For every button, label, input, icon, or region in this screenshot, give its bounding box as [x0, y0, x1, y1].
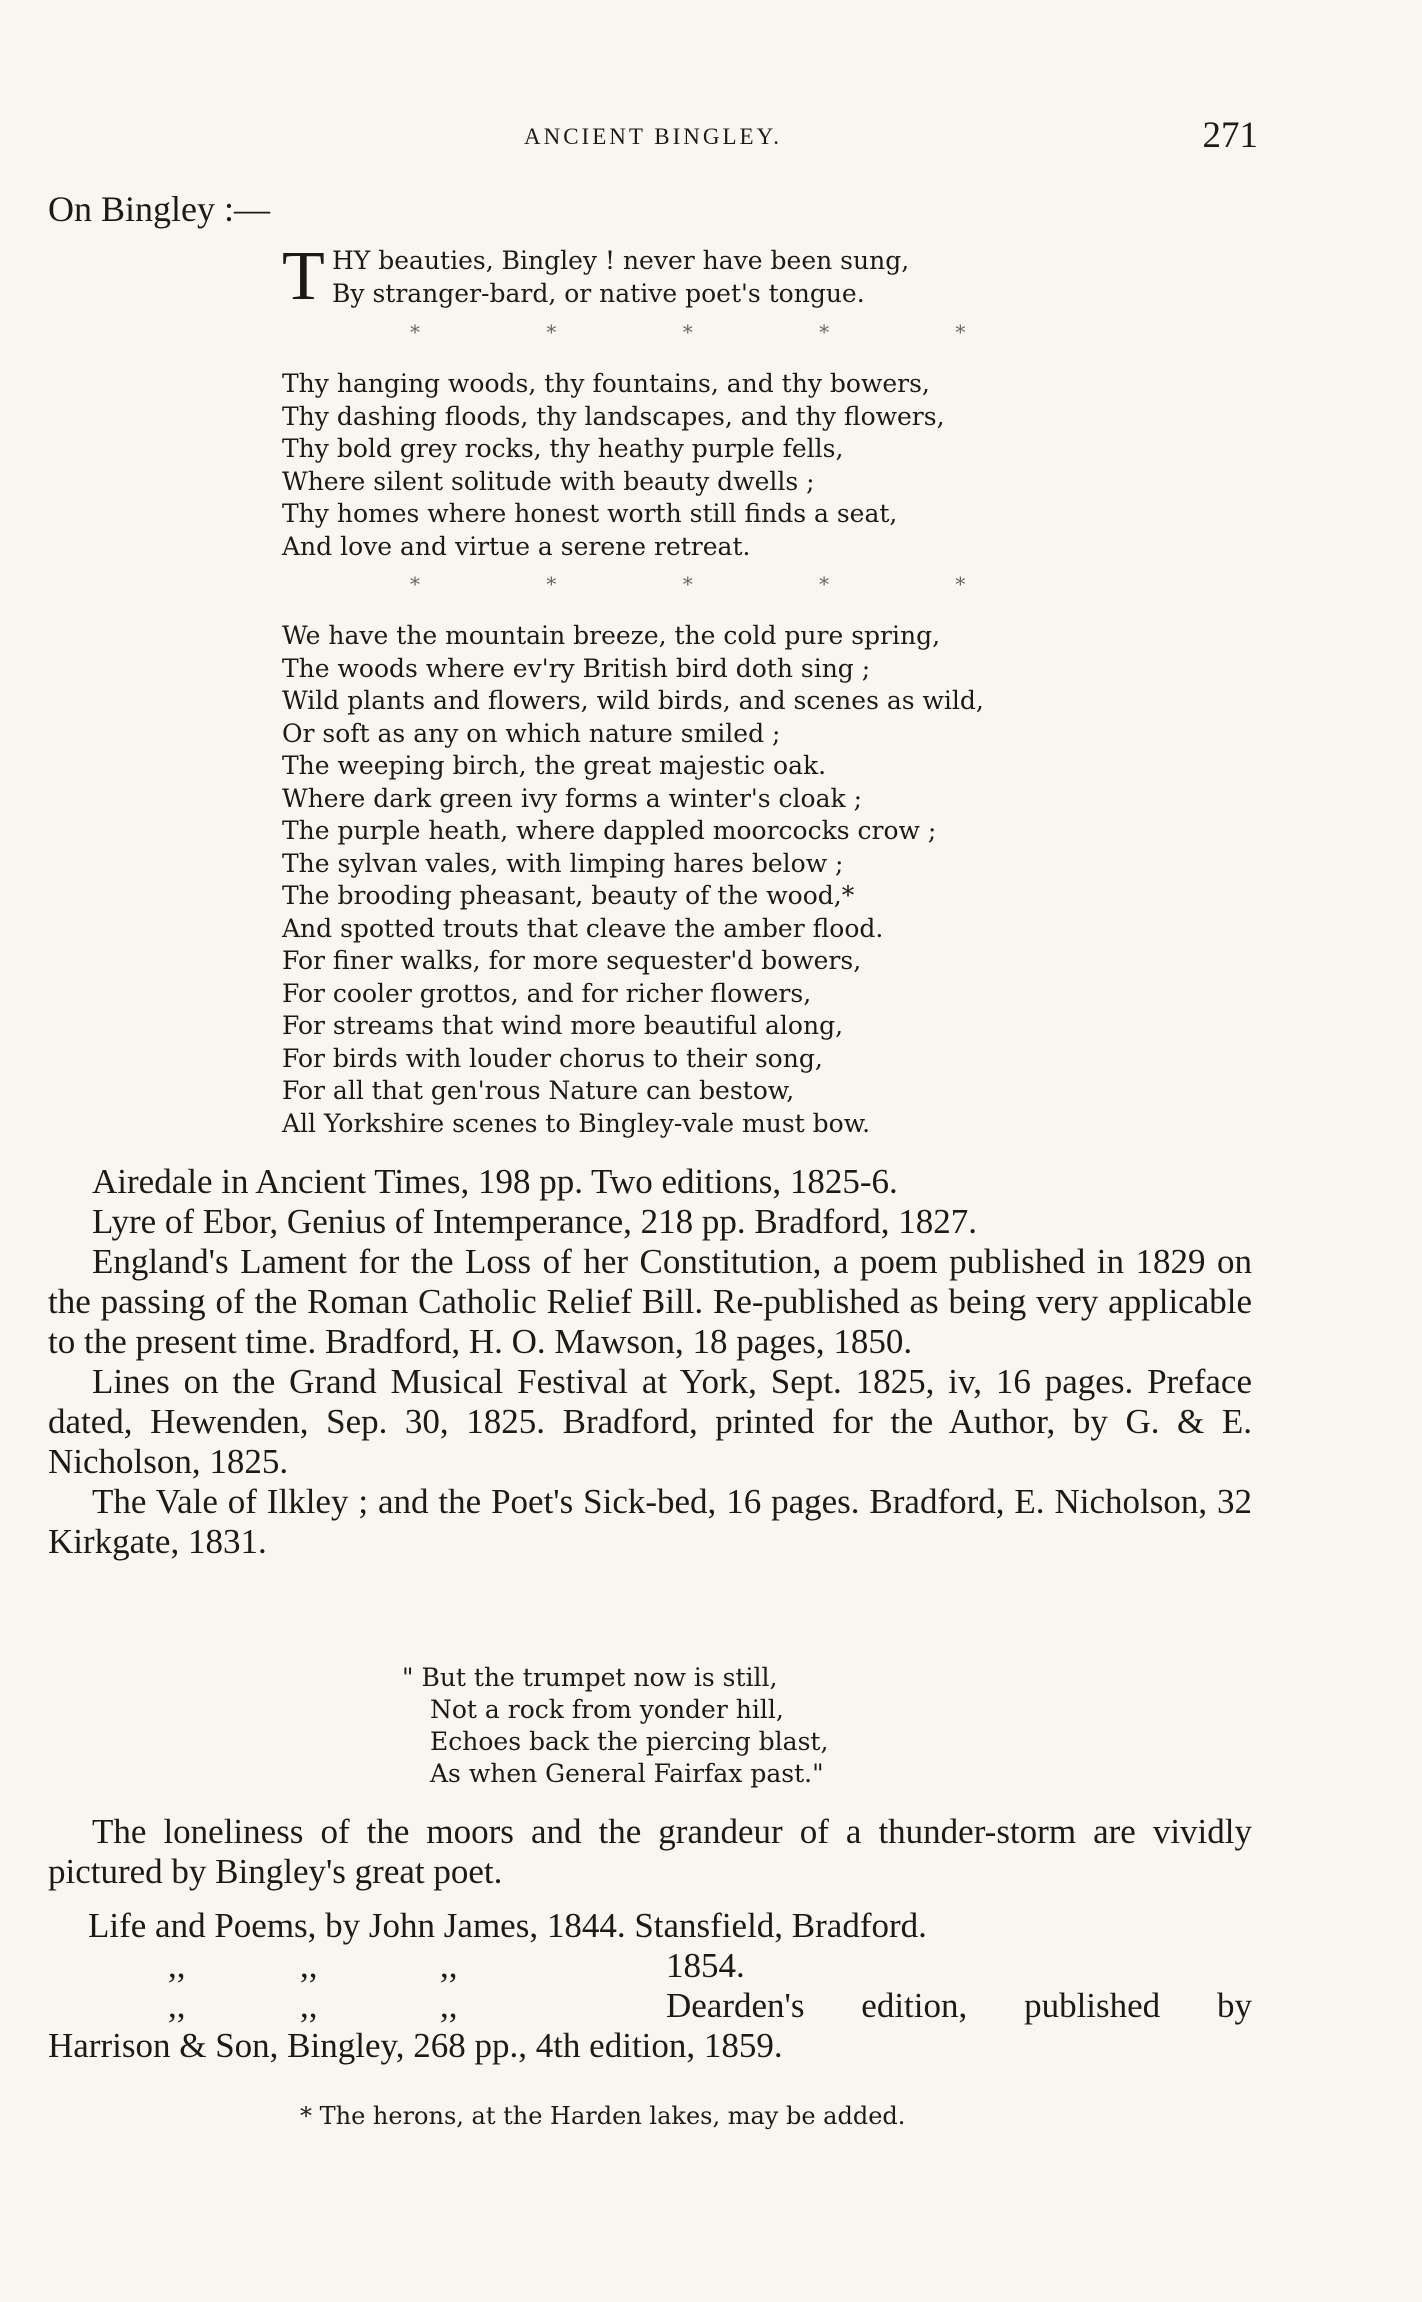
poem-line: The sylvan vales, with limping hares below ; — [282, 848, 844, 878]
life-and-poems-line: Life and Poems, by John James, 1844. Stansfield, Bradford. — [88, 1906, 927, 1945]
ditto-row — [48, 2026, 1252, 2066]
quote-line: As when General Fairfax past." — [430, 1759, 824, 1788]
poem-stanza-3 — [282, 620, 1102, 1140]
bibliography-entry: England's Lament for the Loss of her Constitution, a poem published in 1829 on the passing of the Roman Catholic Relief Bill. Re-published as being very applicable to the present time. Bradford, H. O. Mawson, 18 pages, 1850. — [48, 1242, 1252, 1361]
quoted-verse — [402, 1662, 828, 1790]
poem-line: Wild plants and flowers, wild birds, and scenes as wild, — [282, 686, 984, 715]
running-header — [48, 115, 1258, 160]
asterisk-divider: * * * * * — [410, 572, 1026, 596]
quote-line: " But the trumpet now is still, — [402, 1663, 778, 1692]
bibliography-entry: Airedale in Ancient Times, 198 pp. Two editions, 1825-6. — [92, 1162, 898, 1201]
poem-line: For finer walks, for more sequester'd bowers, — [282, 946, 862, 975]
poem-line: Where dark green ivy forms a winter's cloak ; — [282, 783, 863, 813]
ditto-mark: ,, — [168, 1946, 186, 1985]
bibliography-entry: Lines on the Grand Musical Festival at York, Sept. 1825, iv, 16 pages. Preface dated, Hewenden, Sep. 30, 1825. Bradford, printed for the Author, by G. & E. Nicholson, 1825. — [48, 1362, 1252, 1481]
poem-line: For cooler grottos, and for richer flowers, — [282, 978, 812, 1008]
drop-cap: T — [282, 238, 325, 315]
quote-line: Not a rock from yonder hill, — [430, 1695, 784, 1724]
poem-line: And spotted trouts that cleave the amber flood. — [282, 913, 884, 943]
ditto-row — [48, 1946, 1252, 1986]
poem-line: Thy homes where honest worth still finds a seat, — [282, 499, 898, 528]
ditto-row — [48, 1906, 1252, 1946]
ditto-mark: ,, — [168, 1986, 186, 2025]
ditto-mark: ,, — [440, 1946, 458, 1985]
deardens-edition: Dearden's edition, published by — [666, 1986, 1252, 2025]
year-1854: 1854. — [666, 1946, 745, 1985]
intro-line: On Bingley :— — [48, 189, 270, 229]
poem-line: Thy bold grey rocks, thy heathy purple fells, — [282, 434, 844, 463]
poem-line: For all that gen'rous Nature can bestow, — [282, 1076, 795, 1105]
poem-line: By stranger-bard, or native poet's tongue. — [332, 278, 865, 308]
poem-line: Where silent solitude with beauty dwells ; — [282, 466, 815, 496]
page-number: 271 — [1202, 115, 1258, 156]
poem-line: Thy hanging woods, thy fountains, and thy bowers, — [282, 369, 930, 398]
poem-line: For streams that wind more beautiful along, — [282, 1011, 844, 1040]
footnote: * The herons, at the Harden lakes, may be added. — [300, 2102, 906, 2130]
ditto-mark: ,, — [440, 1986, 458, 2025]
quote-line: Echoes back the piercing blast, — [430, 1727, 829, 1756]
ditto-mark: ,, — [300, 1946, 318, 1985]
bibliography-entry: Lyre of Ebor, Genius of Intemperance, 218 pp. Bradford, 1827. — [92, 1202, 978, 1241]
poem-line: We have the mountain breeze, the cold pure spring, — [282, 621, 941, 650]
ditto-row — [48, 1986, 1252, 2026]
poem-line: Or soft as any on which nature smiled ; — [282, 718, 781, 748]
poem-line: The purple heath, where dappled moorcocks crow ; — [282, 816, 937, 845]
poem-line: And love and virtue a serene retreat. — [282, 531, 751, 561]
poem-line: The woods where ev'ry British bird doth sing ; — [282, 653, 871, 683]
poem-line: The weeping birch, the great majestic oak. — [282, 751, 827, 780]
ditto-mark: ,, — [300, 1986, 318, 2025]
life-and-poems-line: Harrison & Son, Bingley, 268 pp., 4th edition, 1859. — [48, 2026, 783, 2065]
poem-stanza-2 — [282, 368, 1102, 563]
life-and-poems — [48, 1906, 1252, 2066]
bibliography — [48, 1162, 1252, 1562]
poem-line: For birds with louder chorus to their song, — [282, 1043, 823, 1073]
poem-line: HY beauties, Bingley ! never have been sung, — [332, 246, 910, 275]
bibliography-entry: The Vale of Ilkley ; and the Poet's Sick-bed, 16 pages. Bradford, E. Nicholson, 32 Kirkgate, 1831. — [48, 1482, 1252, 1561]
poem-line: Thy dashing floods, thy landscapes, and thy flowers, — [282, 401, 945, 431]
remark-paragraph — [48, 1812, 1252, 1892]
poem-stanza-1 — [282, 238, 1102, 315]
asterisk-divider: * * * * * — [410, 320, 1026, 344]
remark-text: The loneliness of the moors and the grandeur of a thunder-storm are vividly pictured by Bingley's great poet. — [48, 1812, 1252, 1891]
poem-line: All Yorkshire scenes to Bingley-vale must bow. — [282, 1108, 871, 1138]
running-title: ANCIENT BINGLEY. — [524, 124, 782, 149]
poem-line: The brooding pheasant, beauty of the wood,* — [282, 881, 855, 910]
